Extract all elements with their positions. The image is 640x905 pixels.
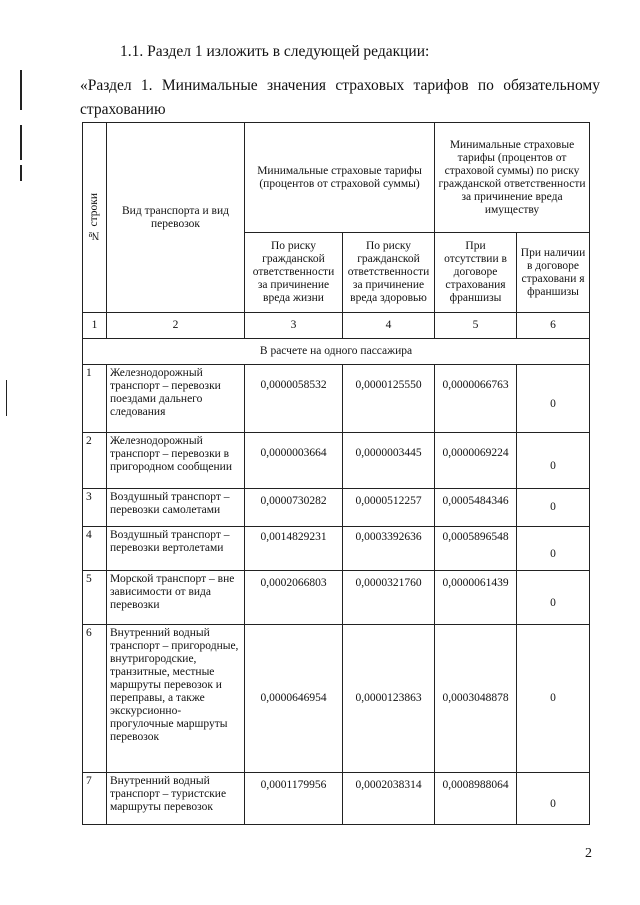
tariff-no-franchise: 0,0003048878	[435, 625, 517, 773]
margin-mark	[6, 380, 7, 416]
tariff-no-franchise: 0,0005484346	[435, 489, 517, 527]
row-number: 2	[83, 433, 107, 489]
table-row	[83, 433, 590, 489]
tariff-life: 0,0000003664	[245, 433, 343, 489]
tariff-life: 0,0014829231	[245, 527, 343, 571]
transport-name: Железнодорожный транспорт – перевозки поездами дальнего следования	[107, 365, 245, 433]
tariff-with-franchise: 0	[517, 527, 590, 571]
table-row	[83, 625, 590, 773]
tariff-health: 0,0003392636	[343, 527, 435, 571]
row-number: 1	[83, 365, 107, 433]
tariff-life: 0,0001179956	[245, 773, 343, 825]
margin-mark	[20, 165, 22, 181]
column-number: 5	[435, 313, 517, 339]
column-number: 2	[107, 313, 245, 339]
row-number: 6	[83, 625, 107, 773]
column-number: 1	[83, 313, 107, 339]
tariff-health: 0,0000512257	[343, 489, 435, 527]
transport-name: Воздушный транспорт – перевозки самолетами	[107, 489, 245, 527]
row-number: 3	[83, 489, 107, 527]
tariff-no-franchise: 0,0000066763	[435, 365, 517, 433]
row-number: 4	[83, 527, 107, 571]
header-life: По риску гражданской ответственности за причинение вреда жизни	[245, 233, 343, 313]
column-number: 3	[245, 313, 343, 339]
tariff-no-franchise: 0,0000069224	[435, 433, 517, 489]
tariff-life: 0,0002066803	[245, 571, 343, 625]
column-numbers-row	[83, 313, 590, 339]
margin-mark	[20, 70, 22, 110]
section-title: В расчете на одного пассажира	[83, 339, 590, 365]
table-row	[83, 571, 590, 625]
row-number: 5	[83, 571, 107, 625]
header-row-number: № строки	[83, 123, 107, 313]
tariff-life: 0,0000730282	[245, 489, 343, 527]
row-number: 7	[83, 773, 107, 825]
transport-name: Внутренний водный транспорт – туристские маршруты перевозок	[107, 773, 245, 825]
tariff-with-franchise: 0	[517, 625, 590, 773]
transport-name: Воздушный транспорт – перевозки вертолетами	[107, 527, 245, 571]
tariff-life: 0,0000646954	[245, 625, 343, 773]
header-transport: Вид транспорта и вид перевозок	[107, 123, 245, 313]
transport-name: Железнодорожный транспорт – перевозки в пригородном сообщении	[107, 433, 245, 489]
column-number: 6	[517, 313, 590, 339]
tariff-table	[82, 122, 590, 825]
tariff-with-franchise: 0	[517, 489, 590, 527]
column-number: 4	[343, 313, 435, 339]
tariff-with-franchise: 0	[517, 571, 590, 625]
tariff-with-franchise: 0	[517, 433, 590, 489]
transport-name: Морской транспорт – вне зависимости от вида перевозки	[107, 571, 245, 625]
tariff-health: 0,0000321760	[343, 571, 435, 625]
table-row	[83, 489, 590, 527]
table-row	[83, 365, 590, 433]
transport-name: Внутренний водный транспорт – пригородные, внутригородские, транзитные, местные маршруты перевозок и переправы, а также экскурсионно-прогулочные маршруты перевозок	[107, 625, 245, 773]
header-group-property: Минимальные страховые тарифы (процентов от страховой суммы) по риску гражданской ответственности за причинение вреда имуществу	[435, 123, 590, 233]
tariff-health: 0,0000125550	[343, 365, 435, 433]
header-health: По риску гражданской ответственности за причинение вреда здоровью	[343, 233, 435, 313]
section-heading: «Раздел 1. Минимальные значения страховых тарифов по обязательному	[80, 77, 600, 94]
header-group-life-health: Минимальные страховые тарифы (процентов от страховой суммы)	[245, 123, 435, 233]
tariff-no-franchise: 0,0008988064	[435, 773, 517, 825]
tariff-with-franchise: 0	[517, 365, 590, 433]
tariff-no-franchise: 0,0000061439	[435, 571, 517, 625]
tariff-health: 0,0000003445	[343, 433, 435, 489]
amendment-clause: 1.1. Раздел 1 изложить в следующей редакции:	[120, 43, 430, 60]
table-row	[83, 773, 590, 825]
tariff-life: 0,0000058532	[245, 365, 343, 433]
table-row	[83, 527, 590, 571]
margin-mark	[20, 125, 22, 160]
tariff-health: 0,0002038314	[343, 773, 435, 825]
tariff-with-franchise: 0	[517, 773, 590, 825]
header-no-franchise: При отсутствии в договоре страхования франшизы	[435, 233, 517, 313]
tariff-health: 0,0000123863	[343, 625, 435, 773]
section-heading-continuation: страхованию	[80, 101, 166, 118]
page-number: 2	[585, 846, 592, 861]
tariff-no-franchise: 0,0005896548	[435, 527, 517, 571]
header-with-franchise: При наличии в договоре страховани я франшизы	[517, 233, 590, 313]
